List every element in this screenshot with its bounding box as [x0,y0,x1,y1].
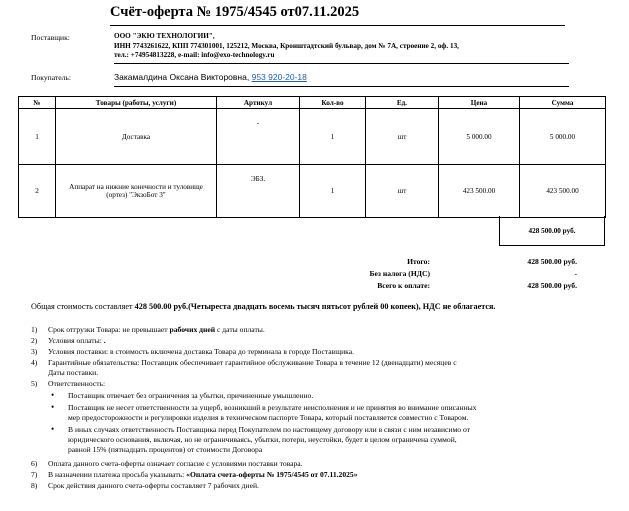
col-header-qty: Кол-во [300,97,366,109]
table-total-cell: 428 500.00 руб. [499,216,605,246]
table-row [19,109,606,165]
cell-goods: Доставка [56,109,217,165]
col-header-sum: Сумма [520,97,606,109]
conditions-list [31,325,621,510]
condition-number: 1) [31,325,38,334]
buyer-label: Покупатель: [31,73,71,82]
buyer-underline [114,86,569,87]
supplier-contacts: тел.: +74954813228, e-mail: info@exo-technology.ru [114,51,275,59]
condition-text: Условия оплаты: [48,336,104,345]
cell-sum: 5 000.00 [520,109,606,165]
total-cost-amount: 428 500.00 руб.(Четыреста двадцать восемь тысяч пятьсот рублей 00 копеек), НДС не облагается. [134,302,496,311]
supplier-label: Поставщик: [31,33,70,42]
cell-num: 2 [19,165,56,218]
condition-shipping [48,325,265,335]
condition-text: Срок отгрузки Товара: не превышает [48,325,170,334]
condition-warranty-cont: Даты поставки. [48,368,99,377]
condition-text: В назначении платежа просьба указывать: [48,470,187,479]
buyer-info [114,72,307,82]
bullet-icon: • [51,402,55,412]
vat-label: Без налога (НДС) [369,269,430,278]
condition-bold: рабочих дней [169,325,216,334]
total-cost-statement [31,302,495,311]
condition-number: 8) [31,481,38,490]
condition-number: 6) [31,459,38,468]
condition-delivery: Условия поставки: в стоимость включена доставка Товара до терминала в городе Поставщика. [48,347,355,356]
payable-value: 428 500.00 руб. [527,281,577,290]
condition-number: 2) [31,336,38,345]
liability-item-cont: юридического основания, включая, но не ограничиваясь, убытки, потери, неустойки, будет в целом ограничена суммой, [68,435,457,444]
liability-item: Поставщик не несет ответственности за ущерб, возникший в результате неисполнения и не принятия во внимание описанных [68,403,477,412]
table-row [19,165,606,218]
total-cost-prefix: Общая стоимость составляет [31,302,133,311]
condition-payment-purpose [48,470,358,480]
condition-liability: Ответственность: [48,379,106,388]
cell-num: 1 [19,109,56,165]
col-header-num: № [19,97,56,109]
condition-consent: Оплата данного счета-оферты означает согласие с условиями поставки товара. [48,459,303,468]
col-header-price: Цена [439,97,520,109]
cell-qty: 1 [300,109,366,165]
liability-item-cont: равной 15% (пятнадцать процентов) от стоимости Договора [68,445,263,454]
items-table [18,96,606,218]
page-title: Счёт-оферта № 1975/4545 от07.11.2025 [110,4,360,20]
col-header-unit: Ед. [366,97,439,109]
col-header-article: Артикул [217,97,300,109]
condition-number: 3) [31,347,38,356]
supplier-name: ООО "ЭКЮ ТЕХНОЛОГИИ", [114,32,215,40]
cell-unit: шт [366,165,439,218]
total-label: Итого: [407,257,430,266]
col-header-goods: Товары (работы, услуги) [56,97,217,109]
condition-validity: Срок действия данного счета-оферты составляет 7 рабочих дней. [48,481,259,490]
condition-number: 4) [31,358,38,367]
condition-number: 7) [31,470,38,479]
bullet-icon: • [51,390,55,400]
condition-payment [48,336,106,346]
liability-item: В иных случаях ответственность Поставщика перед Покупателем по настоящему договору или в связи с ним независимо от [68,425,470,434]
condition-bold: . [103,336,106,345]
cell-goods: Аппарат на нижние конечности и туловище (ортез) "ЭкзоБот 3" [56,165,217,218]
cell-unit: шт [366,109,439,165]
supplier-details [114,32,459,61]
supplier-address: ИНН 7743261622, КПП 774301001, 125212, Москва, Кронштадтский бульвар, дом № 7А, строение 2, оф. 13, [114,41,459,50]
cell-price: 5 000.00 [439,109,520,165]
total-value: 428 500.00 руб. [527,257,577,266]
liability-item: Поставщик отвечает без ограничения за убытки, причиненные умышленно. [68,391,314,400]
condition-bold: «Оплата счета-оферты № 1975/4545 от 07.11.2025» [186,470,358,479]
liability-item-cont: мер предосторожности и регулировки изделия в техническом паспорте Товара, который поставляется совместно с Товаром. [68,413,469,422]
condition-number: 5) [31,379,38,388]
condition-text: с даты оплаты. [215,325,265,334]
cell-article: ЭБЗ. [217,165,300,218]
cell-article: - [217,109,300,165]
cell-sum: 423 500.00 [520,165,606,218]
condition-warranty: Гарантийные обязательства: Поставщик обеспечивает гарантийное обслуживание Товара в течение 12 (двенадцати) месяцев с [48,358,457,367]
title-underline [110,25,565,26]
supplier-underline [114,63,569,64]
vat-value: - [574,269,577,278]
payable-label: Всего к оплате: [377,281,430,290]
table-header-row [19,97,606,109]
buyer-name: Закамалдина Оксана Викторовна, [114,72,250,82]
buyer-phone-link[interactable]: 953 920-20-18 [251,72,307,82]
cell-qty: 1 [300,165,366,218]
bullet-icon: • [51,424,55,434]
cell-price: 423 500.00 [439,165,520,218]
